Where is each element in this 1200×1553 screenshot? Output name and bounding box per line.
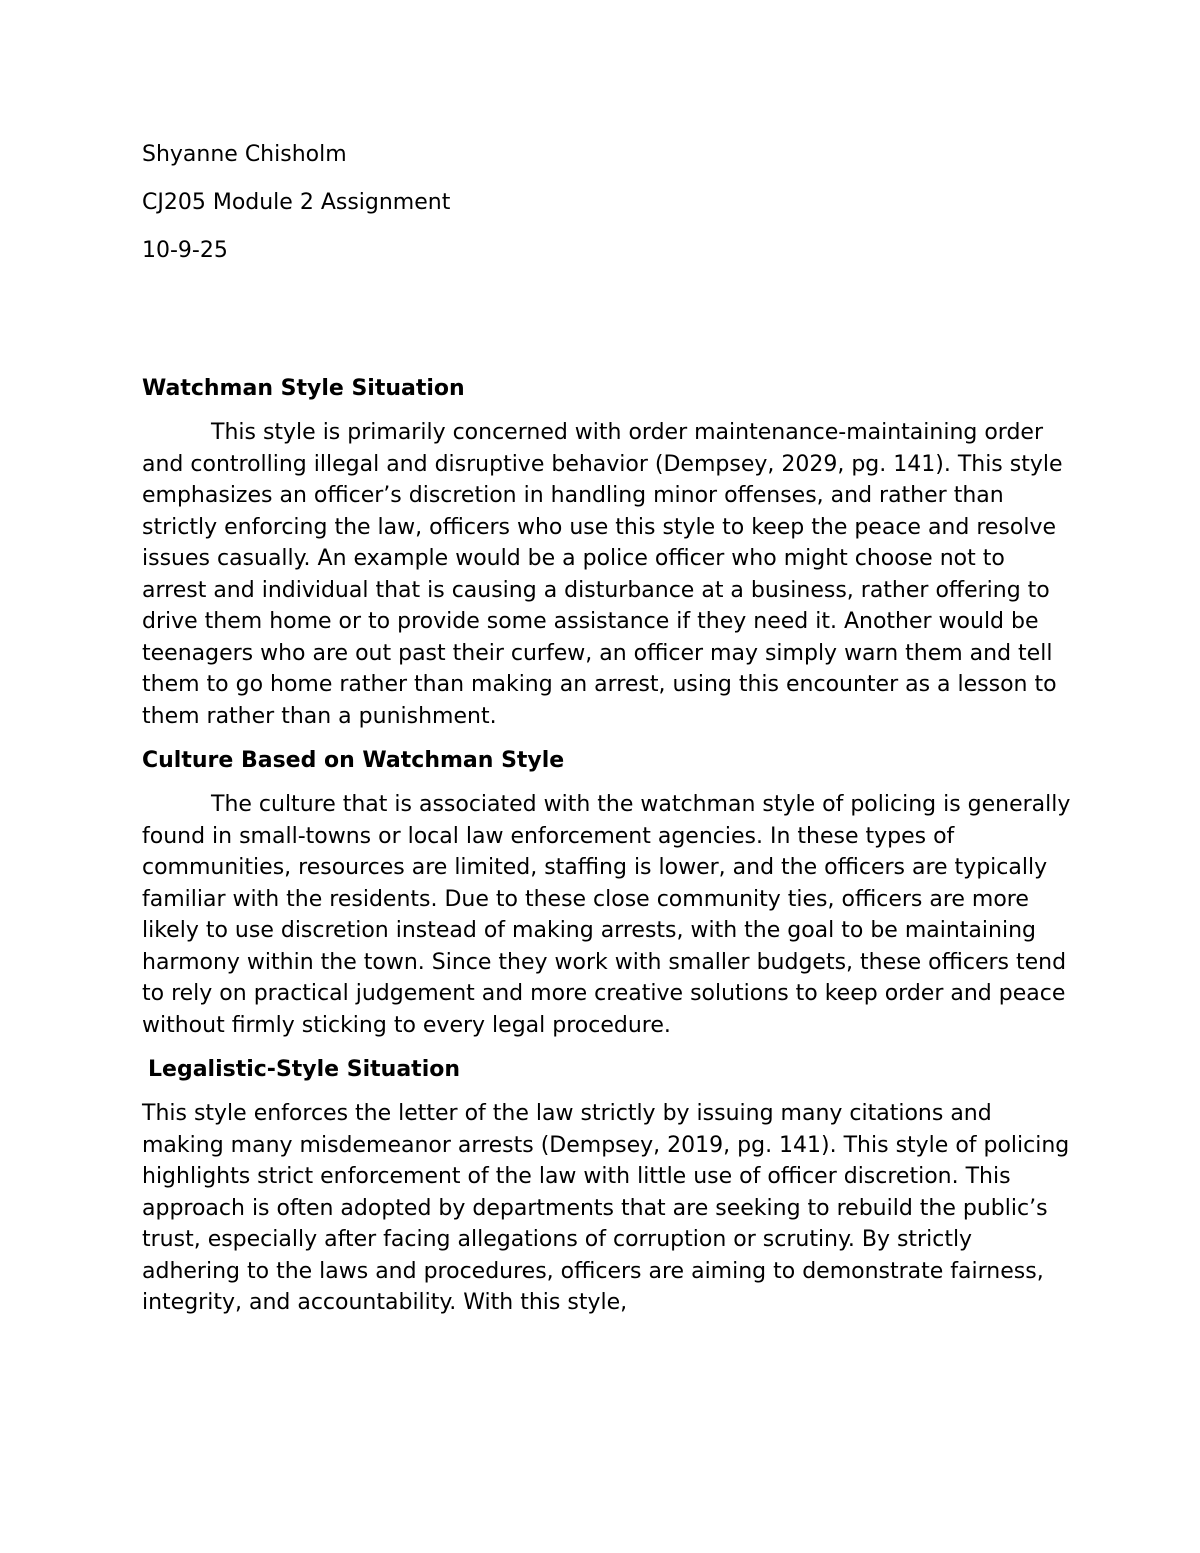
legalistic-situation-paragraph: This style enforces the letter of the law strictly by issuing many citations and making many misdemeanor arrests (Dempsey, 2019, pg. 141). This style of policing highlights strict enforcement of the law with little use of officer discretion. This approach is often adopted by departments that are seeking to rebuild the public’s trust, especially after facing allegations of corruption or scrutiny. By strictly adhering to the laws and procedures, officers are aiming to demonstrate fairness, integrity, and accountability. With this style, [142, 1101, 1070, 1315]
author-name: Shyanne Chisholm [142, 142, 347, 167]
watchman-culture-paragraph: The culture that is associated with the watchman style of policing is generally found in small-towns or local law enforcement agencies. In these types of communities, resources are limited, staffing is lower, and the officers are typically familiar with the residents. Due to these close community ties, officers are more likely to use discretion instead of making arrests, with the goal to be maintaining harmony within the town. Since they work with smaller budgets, these officers tend to rely on practical judgement and more creative solutions to keep order and peace without firmly sticking to every legal procedure. [142, 792, 1071, 1038]
blank-space [142, 284, 1072, 374]
document-page [142, 140, 1072, 1333]
watchman-situation-paragraph: This style is primarily concerned with order maintenance-maintaining order and controlling illegal and disruptive behavior (Dempsey, 2029, pg. 141). This style emphasizes an officer’s discretion in handling minor offenses, and rather than strictly enforcing the law, officers who use this style to keep the peace and resolve issues casually. An example would be a police officer who might choose not to arrest and individual that is causing a disturbance at a business, rather offering to drive them home or to provide some assistance if they need it. Another would be teenagers who are out past their curfew, an officer may simply warn them and tell them to go home rather than making an arrest, using this encounter as a lesson to them rather than a punishment. [142, 420, 1063, 729]
assignment-date: 10-9-25 [142, 238, 228, 263]
course-title: CJ205 Module 2 Assignment [142, 190, 451, 215]
watchman-situation-heading: Watchman Style Situation [142, 376, 465, 401]
legalistic-situation-heading: Legalistic-Style Situation [148, 1057, 461, 1082]
watchman-culture-heading: Culture Based on Watchman Style [142, 748, 565, 773]
